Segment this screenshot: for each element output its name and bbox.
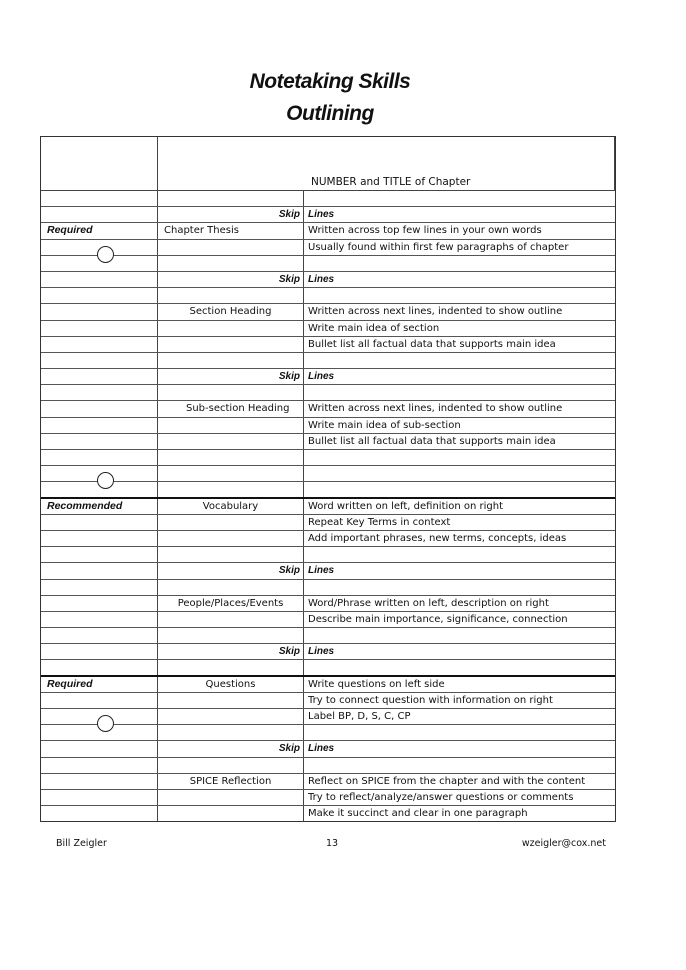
topic-cell: Sub-section Heading: [158, 401, 304, 416]
instruction-cell: [304, 758, 615, 773]
skip-label: Skip: [158, 369, 304, 384]
requirement-cell: [41, 434, 158, 449]
topic-cell: [158, 256, 304, 271]
table-row: [41, 725, 615, 741]
table-row: [41, 191, 615, 207]
topic-cell: [158, 709, 304, 724]
requirement-cell: Recommended: [41, 499, 158, 514]
requirement-cell: [41, 369, 158, 384]
requirement-cell: [41, 304, 158, 319]
footer-email: wzeigler@cox.net: [521, 838, 606, 849]
table-row: [41, 790, 615, 806]
document-title: Notetaking Skills: [249, 70, 411, 93]
instruction-cell: Repeat Key Terms in context: [308, 516, 451, 528]
requirement-cell: [41, 401, 158, 416]
instruction-cell: Try to connect question with information on right: [308, 694, 553, 706]
table-row: [41, 223, 615, 239]
table-row: [41, 660, 615, 676]
table-row: [41, 450, 615, 466]
topic-cell: Section Heading: [158, 304, 304, 319]
requirement-cell: [41, 531, 158, 546]
outline-table: [40, 136, 616, 822]
instruction-cell: [304, 660, 615, 674]
circle-marker-icon: [97, 246, 114, 263]
instruction-cell: Make it succinct and clear in one paragraph: [308, 808, 528, 820]
header-left-cell: [41, 137, 158, 190]
instruction-cell: [304, 628, 615, 643]
skip-label: Skip: [158, 741, 304, 756]
instruction-cell: [304, 466, 615, 481]
instruction-cell: Usually found within first few paragraphs of chapter: [308, 241, 569, 253]
instruction-cell: Bullet list all factual data that supports main idea: [308, 338, 556, 350]
lines-label: Lines: [308, 743, 335, 755]
instruction-cell: [304, 482, 615, 496]
topic-cell: [158, 353, 304, 368]
circle-marker-icon: [97, 715, 114, 732]
requirement-cell: [41, 790, 158, 805]
instruction-cell: [304, 385, 615, 400]
table-row: [41, 369, 615, 385]
instruction-cell: Label BP, D, S, C, CP: [308, 711, 411, 722]
table-row: [41, 563, 615, 579]
requirement-cell: [41, 596, 158, 611]
table-row: [41, 806, 615, 821]
table-row: [41, 207, 615, 223]
requirement-cell: [41, 191, 158, 206]
lines-label: Lines: [308, 209, 335, 221]
chapter-header-row: [41, 137, 615, 191]
lines-label: Lines: [308, 565, 335, 577]
table-row: [41, 547, 615, 563]
requirement-cell: [41, 758, 158, 773]
table-row: [41, 434, 615, 450]
table-row: [41, 256, 615, 272]
requirement-cell: [41, 385, 158, 400]
lines-label: Lines: [308, 371, 335, 383]
skip-label: Skip: [158, 644, 304, 659]
table-rows: [41, 191, 615, 821]
table-row: [41, 644, 615, 660]
requirement-cell: [41, 353, 158, 368]
topic-cell: [158, 758, 304, 773]
skip-label: Skip: [158, 207, 304, 222]
table-row: [41, 337, 615, 353]
topic-cell: SPICE Reflection: [158, 774, 304, 789]
requirement-cell: [41, 660, 158, 674]
table-row: [41, 304, 615, 320]
requirement-cell: [41, 450, 158, 465]
requirement-cell: [41, 628, 158, 643]
instruction-cell: Written across top few lines in your own words: [308, 225, 542, 237]
table-row: [41, 482, 615, 498]
topic-cell: [158, 385, 304, 400]
skip-label: Skip: [158, 272, 304, 287]
instruction-cell: Bullet list all factual data that supports main idea: [308, 435, 556, 447]
requirement-cell: [41, 418, 158, 433]
instruction-cell: [304, 725, 615, 740]
requirement-cell: [41, 563, 158, 578]
table-row: [41, 385, 615, 401]
instruction-cell: [304, 191, 615, 206]
topic-cell: Chapter Thesis: [158, 223, 304, 238]
table-row: [41, 758, 615, 774]
instruction-cell: [304, 353, 615, 368]
chapter-title-label: NUMBER and TITLE of Chapter: [311, 176, 471, 188]
topic-cell: [158, 725, 304, 740]
topic-cell: [158, 321, 304, 336]
topic-cell: [158, 612, 304, 627]
table-row: [41, 466, 615, 482]
topic-cell: [158, 580, 304, 595]
topic-cell: [158, 434, 304, 449]
instruction-cell: [304, 580, 615, 595]
table-row: [41, 288, 615, 304]
instruction-cell: Written across next lines, indented to show outline: [308, 403, 563, 415]
topic-cell: [158, 482, 304, 496]
footer-page-number: 13: [326, 838, 339, 849]
header-title-cell: [158, 137, 615, 190]
table-row: [41, 596, 615, 612]
topic-cell: [158, 806, 304, 821]
requirement-cell: [41, 515, 158, 530]
topic-cell: [158, 628, 304, 643]
topic-cell: [158, 240, 304, 255]
instruction-cell: Add important phrases, new terms, concepts, ideas: [308, 532, 567, 544]
requirement-cell: [41, 741, 158, 756]
instruction-cell: [304, 450, 615, 465]
instruction-cell: Reflect on SPICE from the chapter and with the content: [308, 775, 586, 787]
requirement-cell: [41, 693, 158, 708]
table-row: [41, 418, 615, 434]
topic-cell: [158, 288, 304, 303]
table-row: [41, 531, 615, 547]
table-row: [41, 240, 615, 256]
table-row: [41, 741, 615, 757]
instruction-cell: [304, 288, 615, 303]
topic-cell: [158, 693, 304, 708]
requirement-cell: Required: [41, 223, 158, 238]
requirement-cell: [41, 580, 158, 595]
topic-cell: [158, 515, 304, 530]
requirement-cell: [41, 207, 158, 222]
topic-cell: [158, 466, 304, 481]
topic-cell: Questions: [158, 677, 304, 692]
table-row: [41, 709, 615, 725]
instruction-cell: Write main idea of sub-section: [308, 419, 461, 431]
requirement-cell: [41, 337, 158, 352]
requirement-cell: [41, 774, 158, 789]
table-row: [41, 321, 615, 337]
requirement-cell: Required: [41, 677, 158, 692]
topic-cell: [158, 660, 304, 674]
table-row: [41, 353, 615, 369]
requirement-cell: [41, 321, 158, 336]
instruction-cell: Describe main importance, significance, connection: [308, 613, 568, 625]
topic-cell: [158, 531, 304, 546]
topic-cell: [158, 418, 304, 433]
instruction-cell: Word/Phrase written on left, description on right: [308, 597, 549, 609]
topic-cell: [158, 450, 304, 465]
topic-cell: People/Places/Events: [158, 596, 304, 611]
instruction-cell: Written across next lines, indented to show outline: [308, 306, 563, 318]
table-row: [41, 628, 615, 644]
requirement-cell: [41, 806, 158, 821]
instruction-cell: Write main idea of section: [308, 322, 440, 334]
table-row: [41, 774, 615, 790]
table-row: [41, 580, 615, 596]
skip-label: Skip: [158, 563, 304, 578]
requirement-cell: [41, 644, 158, 659]
topic-cell: [158, 191, 304, 206]
instruction-cell: Try to reflect/analyze/answer questions or comments: [308, 791, 574, 803]
topic-cell: Vocabulary: [158, 499, 304, 514]
topic-cell: [158, 547, 304, 562]
table-row: [41, 612, 615, 628]
table-row: [41, 272, 615, 288]
lines-label: Lines: [308, 646, 335, 658]
topic-cell: [158, 790, 304, 805]
requirement-cell: [41, 272, 158, 287]
requirement-cell: [41, 547, 158, 562]
document-subtitle: Outlining: [286, 102, 374, 125]
instruction-cell: Write questions on left side: [308, 678, 445, 690]
footer-author: Bill Zeigler: [56, 838, 107, 849]
lines-label: Lines: [308, 273, 335, 285]
table-row: [41, 499, 615, 515]
table-row: [41, 693, 615, 709]
instruction-cell: [304, 256, 615, 271]
requirement-cell: [41, 288, 158, 303]
requirement-cell: [41, 612, 158, 627]
instruction-cell: [304, 547, 615, 562]
table-row: [41, 401, 615, 417]
instruction-cell: Word written on left, definition on right: [308, 500, 504, 512]
table-row: [41, 677, 615, 693]
topic-cell: [158, 337, 304, 352]
table-row: [41, 515, 615, 531]
